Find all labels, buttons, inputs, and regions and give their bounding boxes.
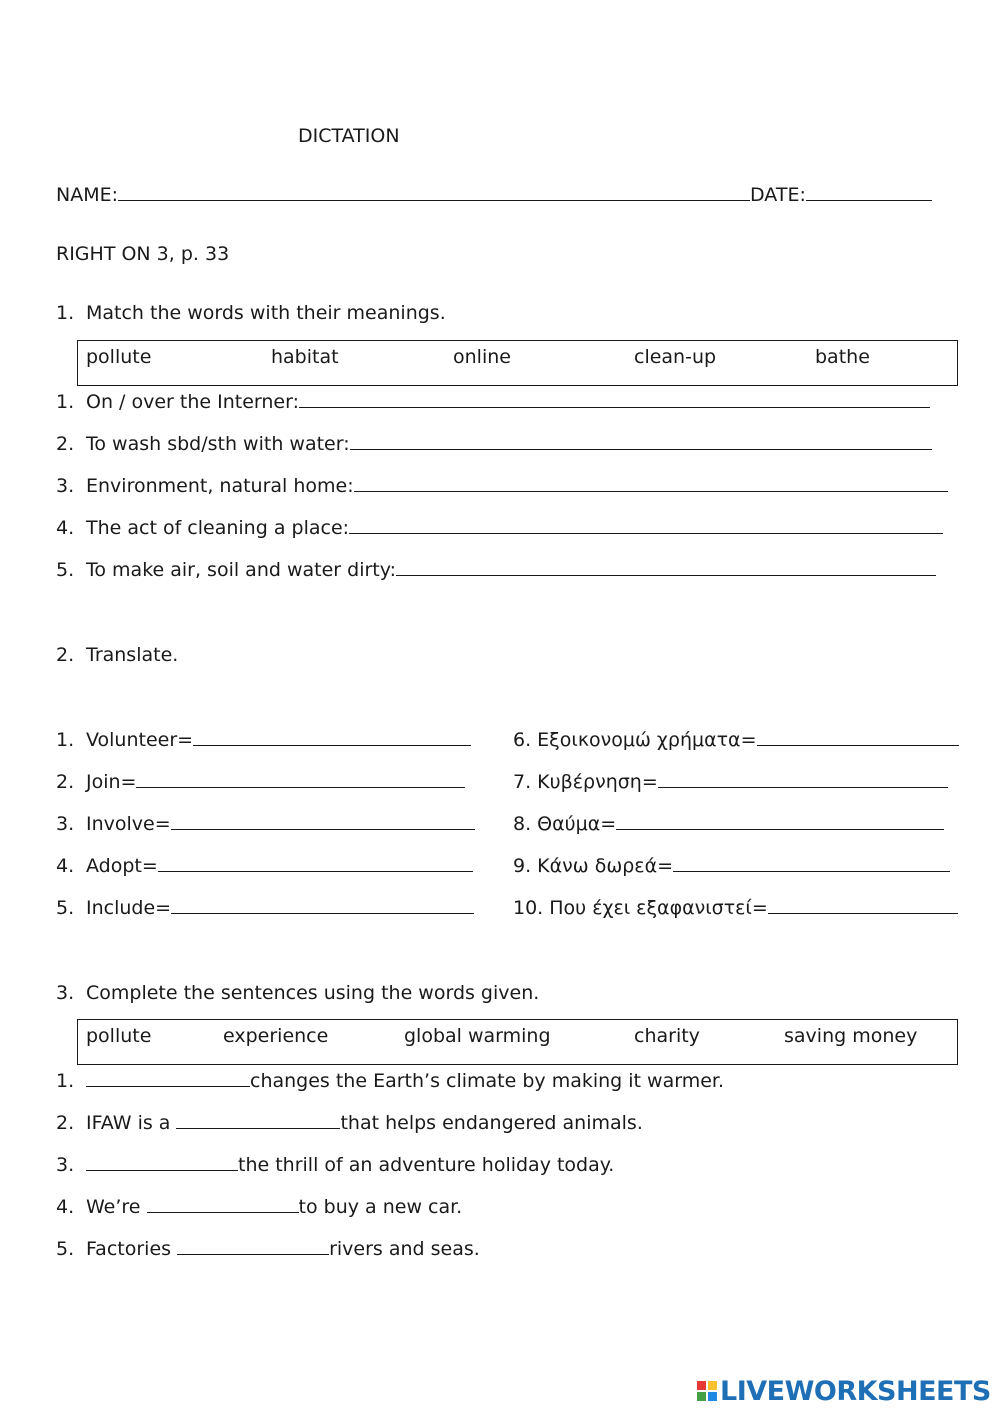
answer-blank[interactable]	[396, 558, 936, 576]
answer-blank[interactable]	[86, 1153, 238, 1171]
name-blank[interactable]	[118, 183, 750, 201]
item-number: 1.	[56, 1070, 75, 1092]
translate-item: 9. Κάνω δωρεά=	[513, 854, 950, 878]
word-bank-item: habitat	[271, 346, 339, 368]
answer-blank[interactable]	[768, 896, 958, 914]
answer-blank[interactable]	[658, 770, 948, 788]
answer-blank[interactable]	[350, 432, 932, 450]
translate-item: Adopt=	[86, 854, 473, 878]
section2-number: 2.	[56, 644, 75, 666]
answer-blank[interactable]	[193, 728, 471, 746]
answer-blank[interactable]	[299, 390, 930, 408]
item-number: 5.	[56, 897, 75, 919]
sentence-item: We’re to buy a new car.	[86, 1196, 463, 1218]
item-number: 1.	[56, 729, 75, 751]
logo-square	[697, 1392, 706, 1401]
item-number: 5.	[56, 1238, 75, 1260]
logo-square	[708, 1381, 717, 1390]
answer-blank[interactable]	[349, 516, 943, 534]
translate-item: 6. Εξοικονομώ χρήματα=	[513, 728, 959, 752]
item-number: 4.	[56, 855, 75, 877]
answer-blank[interactable]	[616, 812, 944, 830]
sentence-item: Factories rivers and seas.	[86, 1238, 480, 1260]
page-title: DICTATION	[298, 125, 400, 147]
answer-blank[interactable]	[147, 1195, 299, 1213]
answer-blank[interactable]	[86, 1069, 250, 1087]
sentence-item: changes the Earth’s climate by making it warmer.	[86, 1069, 724, 1093]
word-bank-item: pollute	[86, 346, 152, 368]
logo-text: LIVEWORKSHEETS	[720, 1375, 991, 1407]
item-number: 2.	[56, 433, 75, 455]
section2-instruction: Translate.	[86, 644, 179, 666]
translate-item: 7. Κυβέρνηση=	[513, 770, 948, 794]
answer-blank[interactable]	[673, 854, 950, 872]
item-number: 3.	[56, 475, 75, 497]
section1-instruction: Match the words with their meanings.	[86, 302, 446, 324]
answer-blank[interactable]	[171, 896, 474, 914]
word-bank-item: clean-up	[634, 346, 717, 368]
answer-blank[interactable]	[136, 770, 465, 788]
match-item: To make air, soil and water dirty:	[86, 558, 936, 582]
liveworksheets-logo	[697, 1376, 991, 1406]
item-number: 3.	[56, 1154, 75, 1176]
item-number: 5.	[56, 559, 75, 581]
word-bank-item: global warming	[404, 1025, 551, 1047]
translate-item: Include=	[86, 896, 474, 920]
item-number: 3.	[56, 813, 75, 835]
answer-blank[interactable]	[354, 474, 948, 492]
answer-blank[interactable]	[757, 728, 959, 746]
word-bank-1	[77, 340, 958, 386]
answer-blank[interactable]	[177, 1237, 329, 1255]
translate-item: Volunteer=	[86, 728, 471, 752]
translate-item: 10. Που έχει εξαφανιστεί=	[513, 896, 958, 920]
item-number: 4.	[56, 1196, 75, 1218]
item-number: 2.	[56, 1112, 75, 1134]
word-bank-item: online	[453, 346, 511, 368]
sentence-item: IFAW is a that helps endangered animals.	[86, 1112, 643, 1134]
match-item: To wash sbd/sth with water:	[86, 432, 932, 456]
match-item: On / over the Interner:	[86, 390, 930, 414]
name-line	[56, 183, 932, 207]
name-label: NAME:	[56, 184, 119, 206]
item-number: 4.	[56, 517, 75, 539]
logo-square	[708, 1392, 717, 1401]
answer-blank[interactable]	[171, 812, 475, 830]
sentence-item: the thrill of an adventure holiday today.	[86, 1153, 614, 1177]
translate-item: Involve=	[86, 812, 475, 836]
liveworksheets-logo-icon	[697, 1381, 717, 1401]
date-label: DATE:	[750, 184, 806, 206]
answer-blank[interactable]	[158, 854, 473, 872]
logo-square	[697, 1381, 706, 1390]
word-bank-item: pollute	[86, 1025, 152, 1047]
match-item: The act of cleaning a place:	[86, 516, 943, 540]
section3-instruction: Complete the sentences using the words given.	[86, 982, 540, 1004]
translate-item: 8. Θαύμα=	[513, 812, 944, 836]
word-bank-item: experience	[223, 1025, 329, 1047]
section3-number: 3.	[56, 982, 75, 1004]
date-blank[interactable]	[806, 183, 932, 201]
translate-item: Join=	[86, 770, 465, 794]
word-bank-item: charity	[634, 1025, 700, 1047]
word-bank-item: bathe	[815, 346, 870, 368]
item-number: 2.	[56, 771, 75, 793]
word-bank-3	[77, 1019, 958, 1065]
item-number: 1.	[56, 391, 75, 413]
match-item: Environment, natural home:	[86, 474, 948, 498]
word-bank-item: saving money	[784, 1025, 918, 1047]
answer-blank[interactable]	[176, 1111, 340, 1129]
section1-number: 1.	[56, 302, 75, 324]
reference: RIGHT ON 3, p. 33	[56, 243, 230, 265]
